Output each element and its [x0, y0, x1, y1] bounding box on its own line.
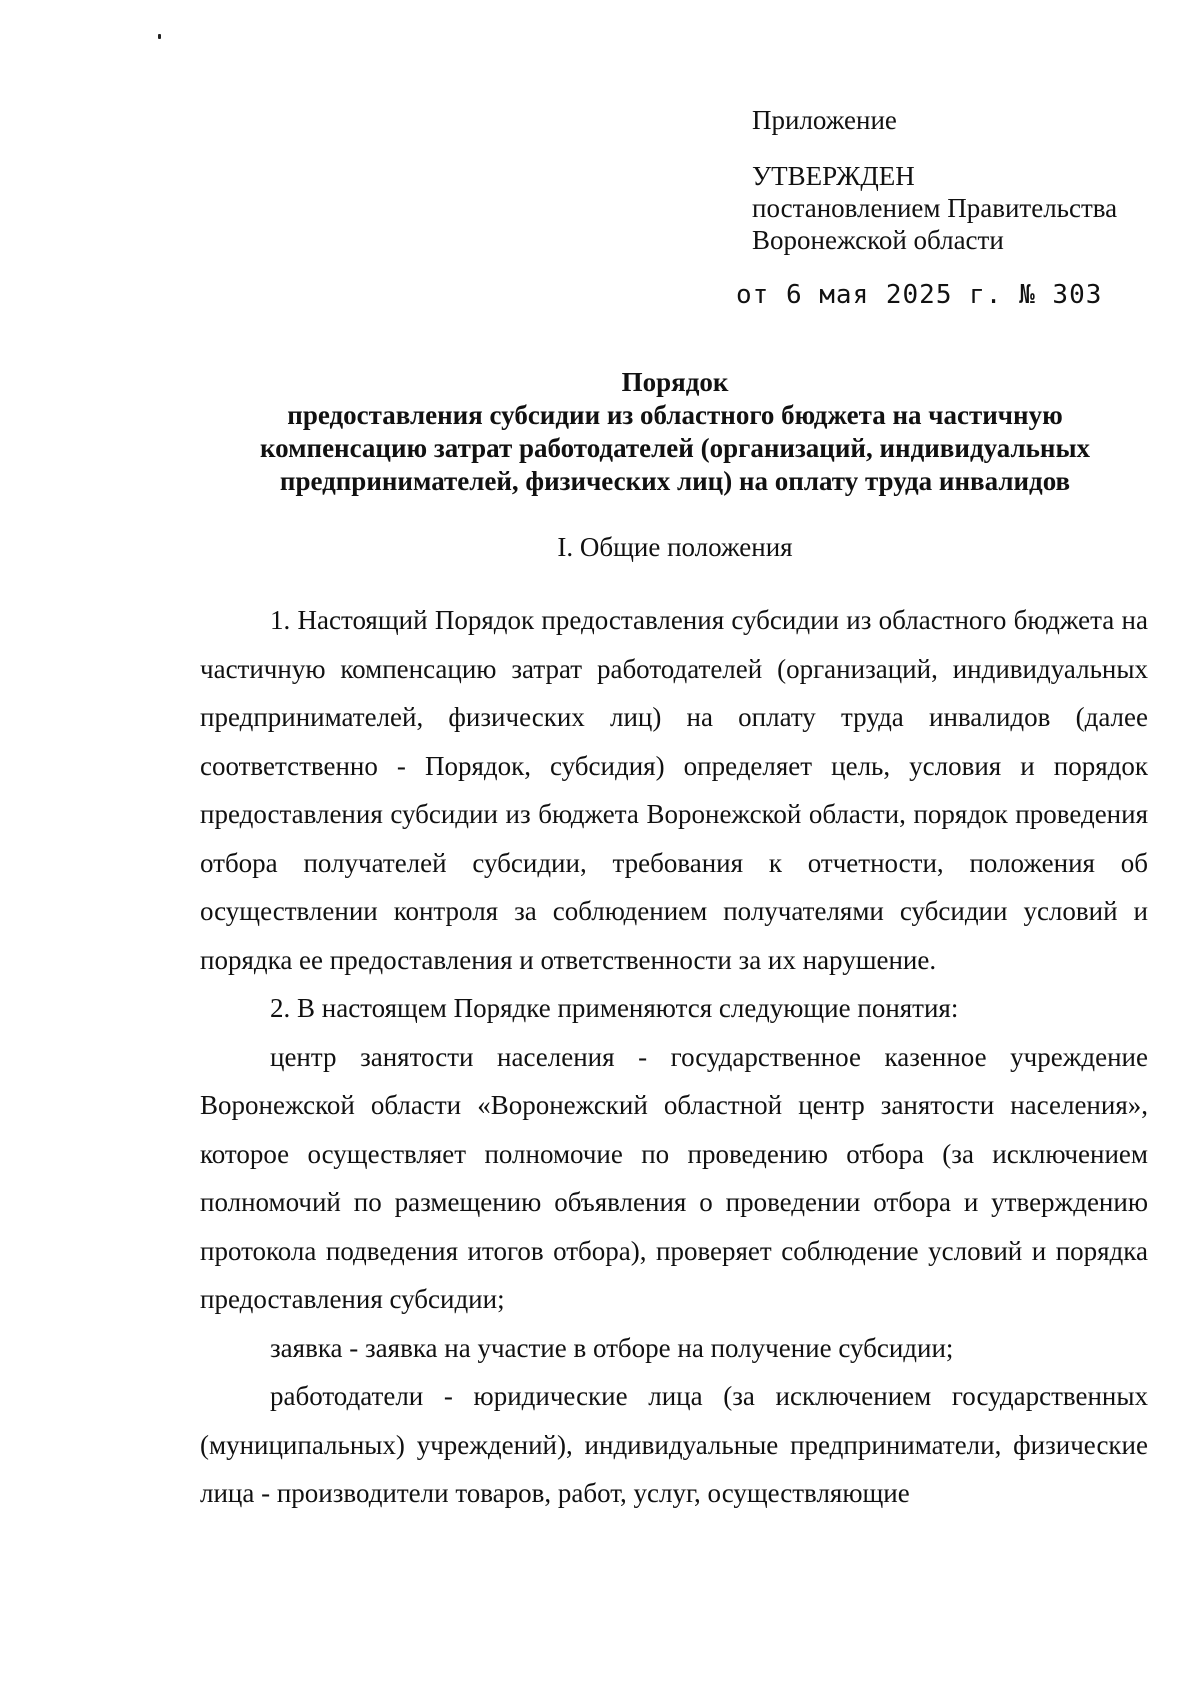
scan-artifact-mark — [158, 34, 161, 39]
paragraph: 1. Настоящий Порядок предоставления субсидии из областного бюджета на частичную компенсацию затрат работодателей (организаций, индивидуальных предпринимателей, физических лиц) на оплату труда инвалидов (далее соответственно - Порядок, субсидия) определяет цель, условия и порядок предоставления субсидии из бюджета Воронежской области, порядок проведения отбора получателей субсидии, требования к отчетности, положения об осуществлении контроля за соблюдением получателями субсидии условий и порядка ее предоставления и ответственности за их нарушение. — [200, 605, 1148, 975]
document-body — [200, 596, 1148, 1518]
appendix-label: Приложение — [752, 105, 897, 135]
approval-stamp-block — [752, 104, 1117, 256]
approved-label: УТВЕРЖДЕН — [752, 161, 915, 191]
paragraph: заявка - заявка на участие в отборе на получение субсидии; — [270, 1332, 954, 1363]
paragraph: работодатели - юридические лица (за исключением государственных (муниципальных) учреждений), индивидуальные предприниматели, физические лица - производители товаров, работ, услуг, осуществляющие — [200, 1381, 1148, 1508]
approved-by-line: постановлением Правительства — [752, 193, 1118, 223]
title-line: предоставления субсидии из областного бюджета на частичную — [287, 400, 1063, 430]
approved-by-region-line: Воронежской области — [752, 225, 1004, 255]
title-line: Порядок — [621, 367, 729, 397]
title-line: предпринимателей, физических лиц) на оплату труда инвалидов — [279, 466, 1071, 496]
document-title — [200, 366, 1150, 498]
paragraph: 2. В настоящем Порядке применяются следующие понятия: — [270, 993, 959, 1023]
section-heading: I. Общие положения — [557, 532, 793, 562]
decree-date-number: от 6 мая 2025 г. № 303 — [736, 280, 1103, 310]
paragraph: центр занятости населения - государственное казенное учреждение Воронежской области «Воронежский областной центр занятости населения», которое осуществляет полномочие по проведению отбора (за исключением полномочий по размещению объявления о проведении отбора и утверждению протокола подведения итогов отбора), проверяет соблюдение условий и порядка предоставления субсидии; — [200, 1041, 1148, 1314]
title-line: компенсацию затрат работодателей (организаций, индивидуальных — [259, 433, 1091, 463]
